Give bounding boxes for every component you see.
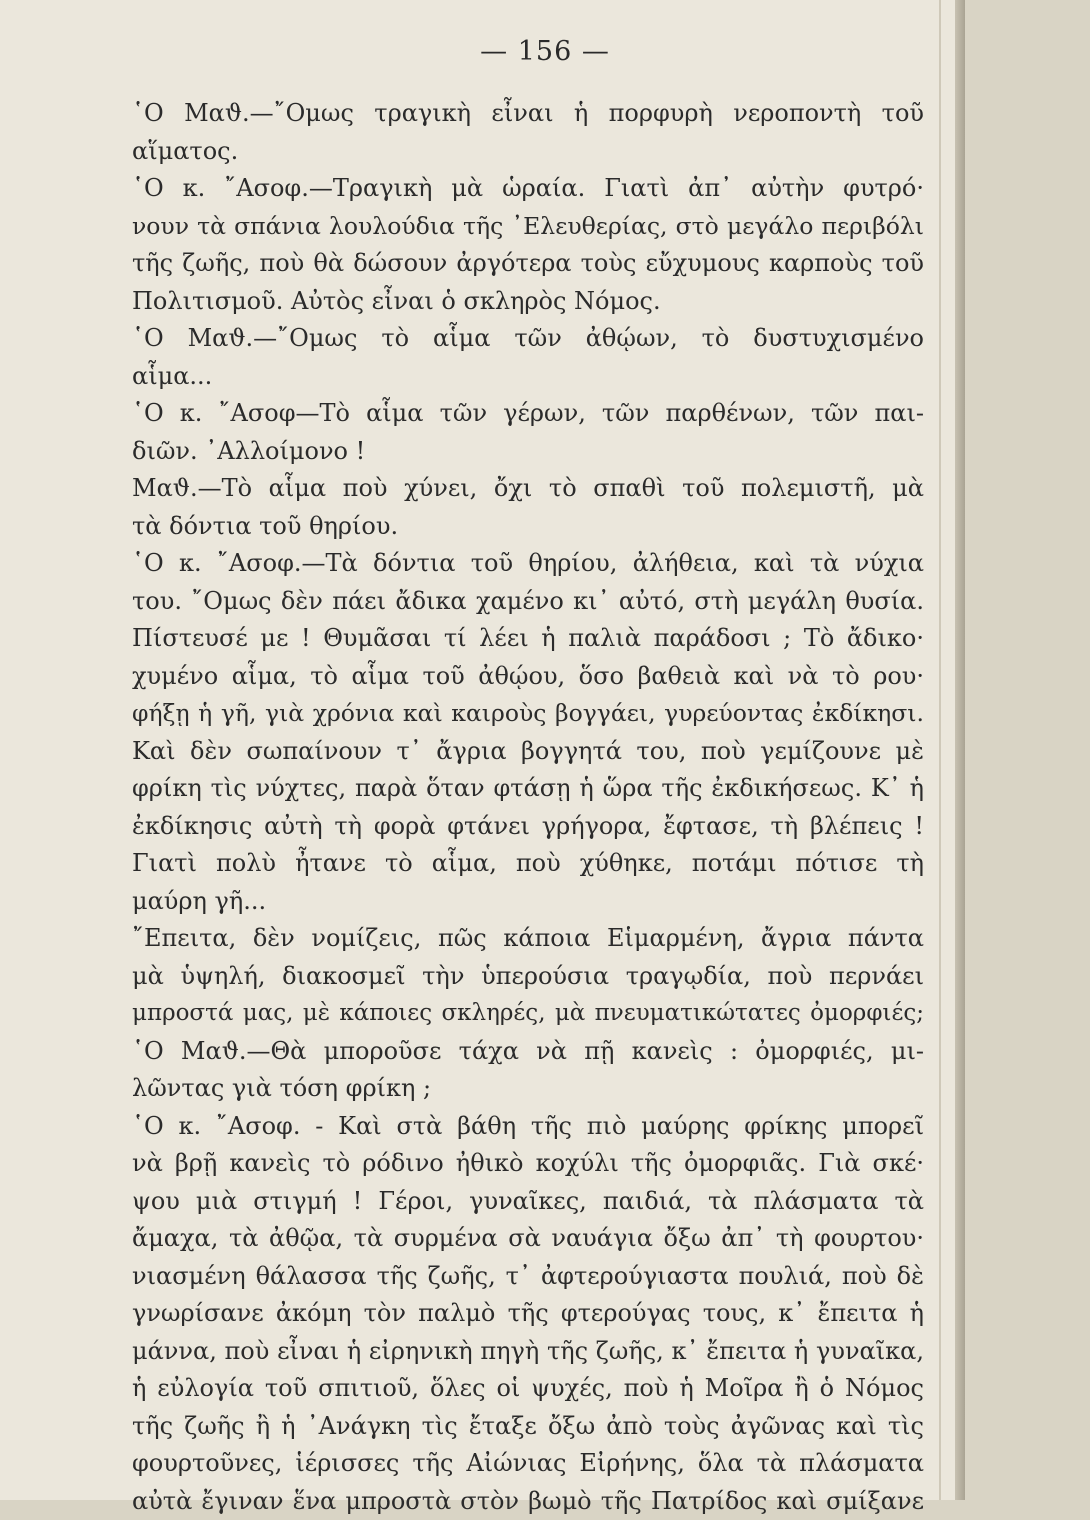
text-line: αἵματος. bbox=[132, 133, 924, 171]
text-line: ῾Ο κ. ῎Ασοφ. - Καὶ στὰ βάθη τῆς πιὸ μαύρης φρίκης μπορεῖ bbox=[132, 1108, 924, 1146]
text-line: μαύρη γῆ... bbox=[132, 883, 924, 921]
text-line: Πίστευσέ με ! Θυμᾶσαι τί λέει ἡ παλιὰ παράδοσι ; Τὸ ἄδικο· bbox=[132, 620, 924, 658]
text-line: αὐτὰ ἔγιναν ἕνα μπροστὰ στὸν βωμὸ τῆς Πατρίδος καὶ σμίξανε bbox=[132, 1483, 924, 1520]
text-line: γνωρίσανε ἀκόμη τὸν παλμὸ τῆς φτερούγας τους, κ᾽ ἔπειτα ἡ bbox=[132, 1295, 924, 1333]
text-line: του. ῎Ομως δὲν πάει ἄδικα χαμένο κι᾽ αὐτό, στὴ μεγάλη θυσία. bbox=[132, 583, 924, 621]
text-line: φήξῃ ἡ γῆ, γιὰ χρόνια καὶ καιροὺς βογγάει, γυρεύοντας ἐκδίκησι. bbox=[132, 695, 924, 733]
text-line: ῾Ο κ. ῎Ασοφ.—Τραγικὴ μὰ ὡραία. Γιατὶ ἀπ᾽ αὐτὴν φυτρό· bbox=[132, 170, 924, 208]
text-line: τὰ δόντια τοῦ θηρίου. bbox=[132, 508, 924, 546]
text-line: τῆς ζωῆς, ποὺ θὰ δώσουν ἀργότερα τοὺς εὔχυμους καρποὺς τοῦ bbox=[132, 245, 924, 283]
body-text bbox=[132, 95, 924, 1520]
text-line: διῶν. ᾽Αλλοίμονο ! bbox=[132, 433, 924, 471]
text-line: τῆς ζωῆς ἢ ἡ ᾽Ανάγκη τὶς ἔταξε ὄξω ἀπὸ τοὺς ἀγῶνας καὶ τὶς bbox=[132, 1408, 924, 1446]
text-line: φρίκη τὶς νύχτες, παρὰ ὅταν φτάσῃ ἡ ὥρα τῆς ἐκδικήσεως. Κ᾽ ἡ bbox=[132, 770, 924, 808]
text-line: ῎Επειτα, δὲν νομίζεις, πῶς κάποια Εἱμαρμένη, ἄγρια πάντα bbox=[132, 920, 924, 958]
text-line: μὰ ὑψηλή, διακοσμεῖ τὴν ὑπερούσια τραγῳδία, ποὺ περνάει bbox=[132, 958, 924, 996]
text-line: νιασμένη θάλασσα τῆς ζωῆς, τ᾽ ἀφτερούγιαστα πουλιά, ποὺ δὲ bbox=[132, 1258, 924, 1296]
text-line: ἄμαχα, τὰ ἀθῷα, τὰ συρμένα σὰ ναυάγια ὄξω ἀπ᾽ τὴ φουρτου· bbox=[132, 1220, 924, 1258]
text-line: Μαϑ.—Τὸ αἷμα ποὺ χύνει, ὄχι τὸ σπαθὶ τοῦ πολεμιστῆ, μὰ bbox=[132, 470, 924, 508]
text-line: ῾Ο Μαϑ.—῎Ομως τραγικὴ εἶναι ἡ πορφυρὴ νεροποντὴ τοῦ bbox=[132, 95, 924, 133]
text-line: ῾Ο κ. ῎Ασοφ—Τὸ αἷμα τῶν γέρων, τῶν παρθένων, τῶν παι- bbox=[132, 395, 924, 433]
text-line: αἷμα... bbox=[132, 358, 924, 396]
text-line: Πολιτισμοῦ. Αὐτὸς εἶναι ὁ σκληρὸς Νόμος. bbox=[132, 283, 924, 321]
text-line: ἐκδίκησις αὐτὴ τὴ φορὰ φτάνει γρήγορα, ἔφτασε, τὴ βλέπεις ! bbox=[132, 808, 924, 846]
text-line: ῾Ο Μαϑ.—῎Ομως τὸ αἷμα τῶν ἀθῴων, τὸ δυστυχισμένο bbox=[132, 320, 924, 358]
text-line: ῾Ο Μαϑ.—Θὰ μποροῦσε τάχα νὰ πῇ κανεὶς : ὀμορφιές, μι- bbox=[132, 1033, 924, 1071]
text-line: φουρτοῦνες, ἱέρισσες τῆς Αἰώνιας Εἰρήνης, ὅλα τὰ πλάσματα bbox=[132, 1445, 924, 1483]
text-line: μπροστά μας, μὲ κάποιες σκληρές, μὰ πνευματικώτατες ὀμορφιές; bbox=[132, 995, 924, 1033]
text-line: ψου μιὰ στιγμή ! Γέροι, γυναῖκες, παιδιά, τὰ πλάσματα τὰ bbox=[132, 1183, 924, 1221]
text-line: Καὶ δὲν σωπαίνουν τ᾽ ἄγρια βογγητά του, ποὺ γεμίζουνε μὲ bbox=[132, 733, 924, 771]
text-line: Γιατὶ πολὺ ἦτανε τὸ αἷμα, ποὺ χύθηκε, ποτάμι πότισε τὴ bbox=[132, 845, 924, 883]
text-line: χυμένο αἷμα, τὸ αἷμα τοῦ ἀθῴου, ὅσο βαθειὰ καὶ νὰ τὸ ρου· bbox=[132, 658, 924, 696]
page-number: — 156 — bbox=[0, 36, 1090, 67]
text-line: ἡ εὐλογία τοῦ σπιτιοῦ, ὅλες οἱ ψυχές, ποὺ ἡ Μοῖρα ἢ ὁ Νόμος bbox=[132, 1370, 924, 1408]
gutter-shadow bbox=[939, 0, 941, 1500]
text-line: μάννα, ποὺ εἶναι ἡ εἰρηνικὴ πηγὴ τῆς ζωῆς, κ᾽ ἔπειτα ἡ γυναῖκα, bbox=[132, 1333, 924, 1371]
text-line: νουν τὰ σπάνια λουλούδια τῆς ᾽Ελευθερίας, στὸ μεγάλο περιβόλι bbox=[132, 208, 924, 246]
text-line: ῾Ο κ. ῎Ασοφ.—Τὰ δόντια τοῦ θηρίου, ἀλήθεια, καὶ τὰ νύχια bbox=[132, 545, 924, 583]
text-line: νὰ βρῇ κανεὶς τὸ ρόδινο ἠθικὸ κοχύλι τῆς ὀμορφιᾶς. Γιὰ σκέ· bbox=[132, 1145, 924, 1183]
text-line: λῶντας γιὰ τόση φρίκη ; bbox=[132, 1070, 924, 1108]
book-spine-edge bbox=[955, 0, 965, 1500]
